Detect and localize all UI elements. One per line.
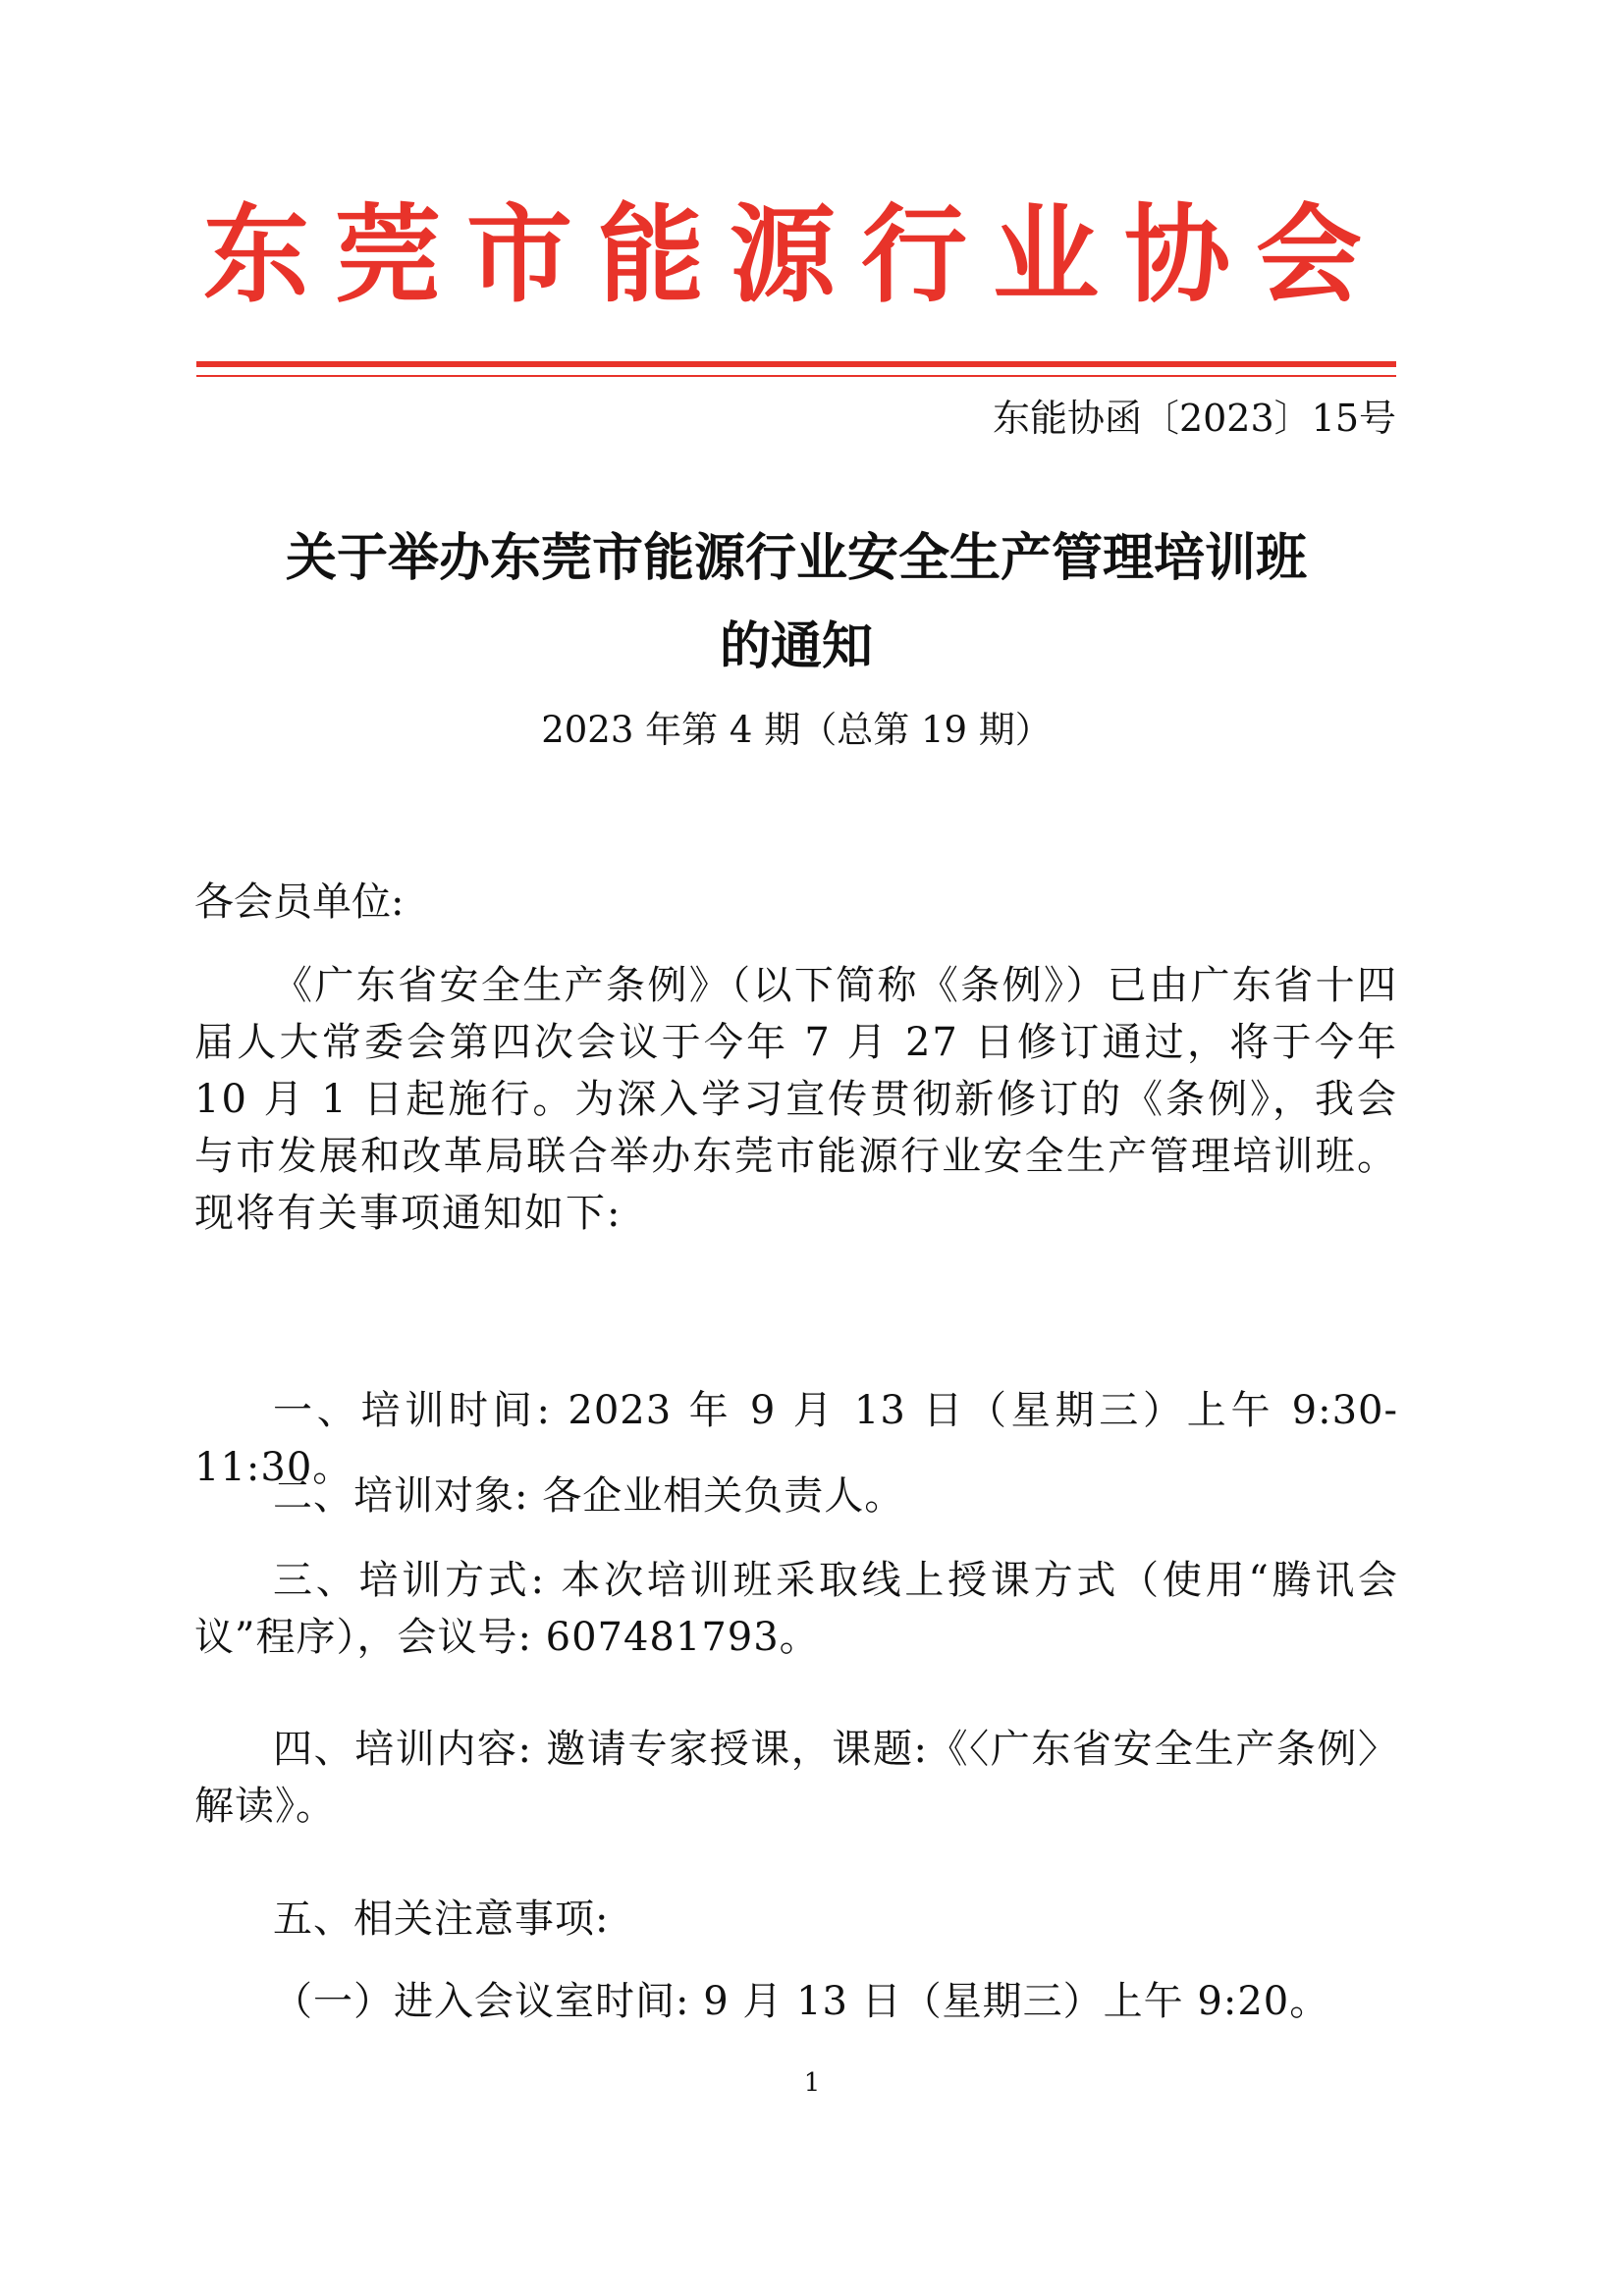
document-title [196, 514, 1396, 691]
document-title-line-2: 的通知 [719, 617, 873, 676]
salutation: 各会员单位: [194, 880, 405, 925]
letterhead-rule-thin [196, 375, 1396, 377]
intro-paragraph: 《广东省安全生产条例》（以下简称《条例》）已由广东省十四届人大常委会第四次会议于今年 7 月 27 日修订通过，将于今年 10 月 1 日起施行。为深入学习宣传贯彻新修订的《条例》，我会与市发展和改革局联合举办东莞市能源行业安全生产管理培训班。现将有关事项通知如下: [194, 963, 1398, 1236]
item-training-time: 一、培训时间: 2023 年 9 月 13 日（星期三）上午 9:30-11:30。 [194, 1388, 1398, 1490]
item-notes-heading: 五、相关注意事项: [273, 1896, 610, 1942]
item-training-content: 四、培训内容: 邀请专家授课，课题:《〈广东省安全生产条例〉解读》。 [194, 1727, 1398, 1829]
page-number: 1 [803, 2068, 821, 2098]
document-title-line-1: 关于举办东莞市能源行业安全生产管理培训班 [285, 529, 1307, 588]
item-training-method: 三、培训方式: 本次培训班采取线上授课方式（使用“腾讯会议”程序），会议号: 607481793。 [194, 1558, 1398, 1660]
org-letterhead-title: 东莞市能源行业协会 [202, 193, 1387, 317]
letterhead-rule-thick [196, 361, 1396, 367]
item-notes-entry-1: （一）进入会议室时间: 9 月 13 日（星期三）上午 9:20。 [273, 1979, 1330, 2024]
item-training-target: 二、培训对象: 各企业相关负责人。 [273, 1473, 905, 1519]
issue-number: 2023 年第 4 期（总第 19 期） [541, 709, 1052, 751]
document-number: 东能协函〔2023〕15号 [992, 397, 1396, 440]
